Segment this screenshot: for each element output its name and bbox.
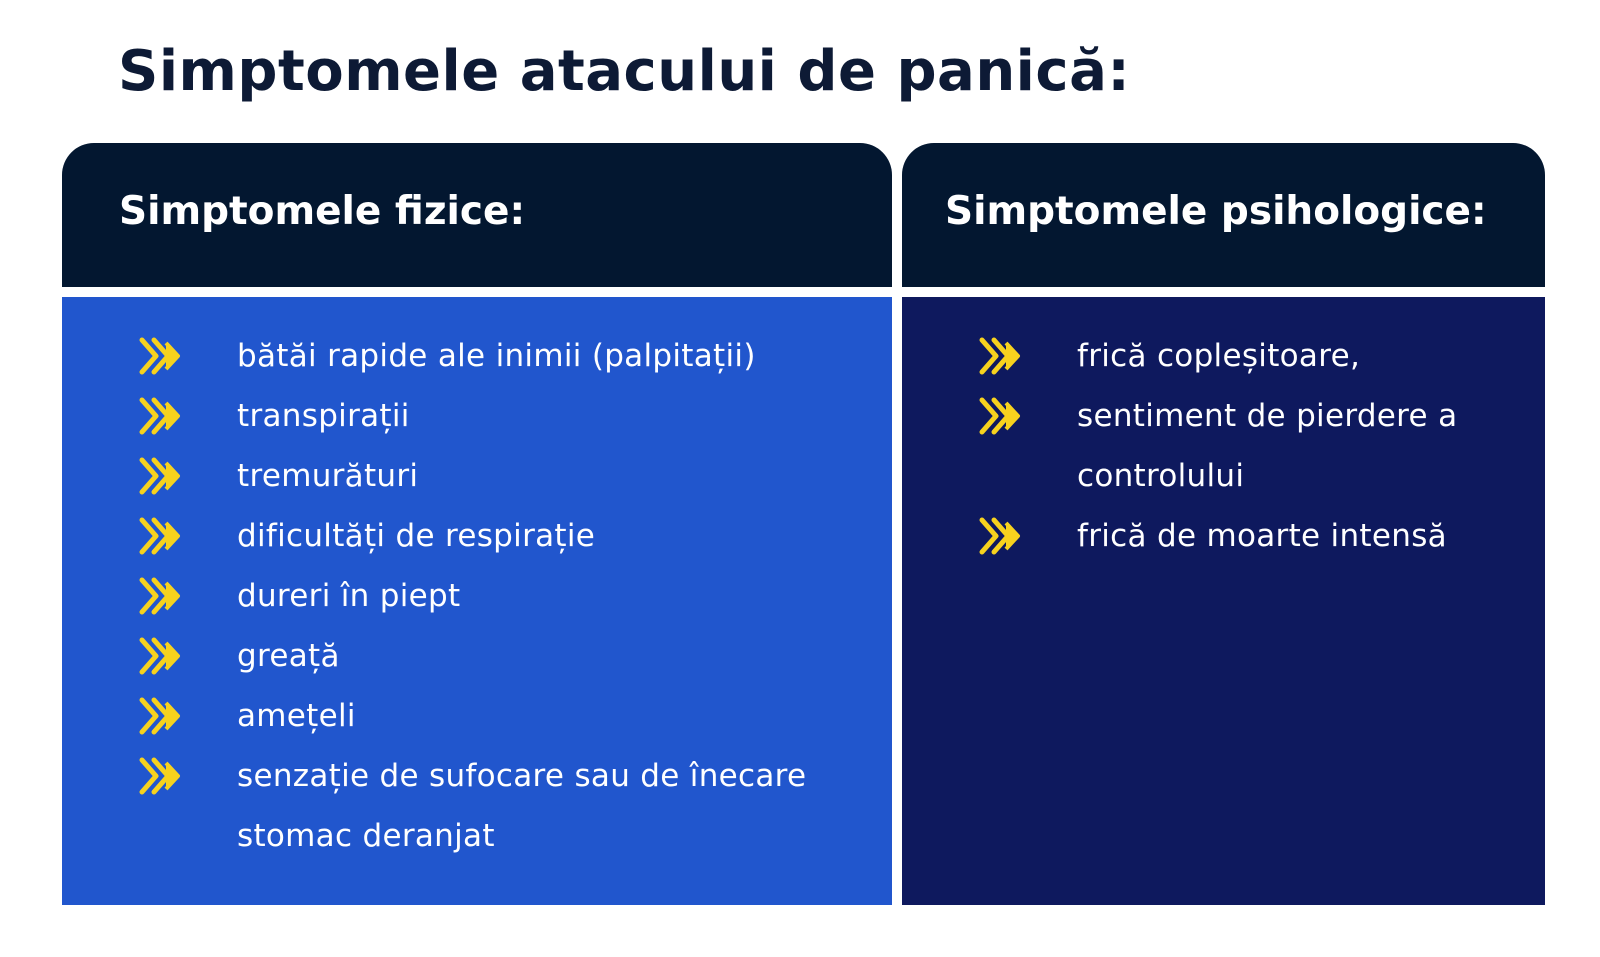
list-item-label: transpirații [237, 398, 410, 434]
list-item [62, 446, 892, 506]
psychological-symptoms-panel [902, 297, 1545, 905]
list-item [62, 326, 892, 386]
list-item [62, 806, 892, 866]
page-title: Simptomele atacului de panică: [118, 39, 1131, 104]
psychological-symptoms-header [902, 143, 1545, 287]
list-item [62, 566, 892, 626]
list-item-label: greață [237, 638, 340, 674]
list-item-label: bătăi rapide ale inimii (palpitații) [237, 338, 756, 374]
double-chevron-right-icon [138, 336, 182, 376]
list-item-label: sentiment de pierdere a [1077, 398, 1458, 434]
double-chevron-right-icon [138, 636, 182, 676]
physical-symptoms-panel [62, 297, 892, 905]
double-chevron-right-icon [978, 516, 1022, 556]
psychological-symptoms-heading: Simptomele psihologice: [945, 189, 1487, 234]
list-item [62, 746, 892, 806]
double-chevron-right-icon [978, 336, 1022, 376]
list-item-label: frică copleșitoare, [1077, 338, 1361, 374]
list-item [902, 326, 1545, 386]
list-item [902, 506, 1545, 566]
double-chevron-right-icon [138, 456, 182, 496]
list-item-label: dificultăți de respirație [237, 518, 596, 554]
list-item [62, 686, 892, 746]
double-chevron-right-icon [138, 516, 182, 556]
physical-symptoms-header [62, 143, 892, 287]
list-item-label: controlului [1077, 458, 1245, 494]
list-item [62, 386, 892, 446]
list-item-label: tremurături [237, 458, 419, 494]
list-item [902, 386, 1545, 446]
list-item [62, 626, 892, 686]
double-chevron-right-icon [138, 576, 182, 616]
double-chevron-right-icon [138, 696, 182, 736]
list-item-label: stomac deranjat [237, 818, 495, 854]
double-chevron-right-icon [138, 756, 182, 796]
list-item-label: dureri în piept [237, 578, 461, 614]
double-chevron-right-icon [138, 396, 182, 436]
physical-symptoms-heading: Simptomele fizice: [119, 189, 526, 234]
psychological-symptoms-list [902, 326, 1545, 566]
list-item-label: senzație de sufocare sau de înecare [237, 758, 807, 794]
list-item-label: amețeli [237, 698, 356, 734]
list-item [902, 446, 1545, 506]
physical-symptoms-list [62, 326, 892, 866]
list-item-label: frică de moarte intensă [1077, 518, 1447, 554]
double-chevron-right-icon [978, 396, 1022, 436]
list-item [62, 506, 892, 566]
